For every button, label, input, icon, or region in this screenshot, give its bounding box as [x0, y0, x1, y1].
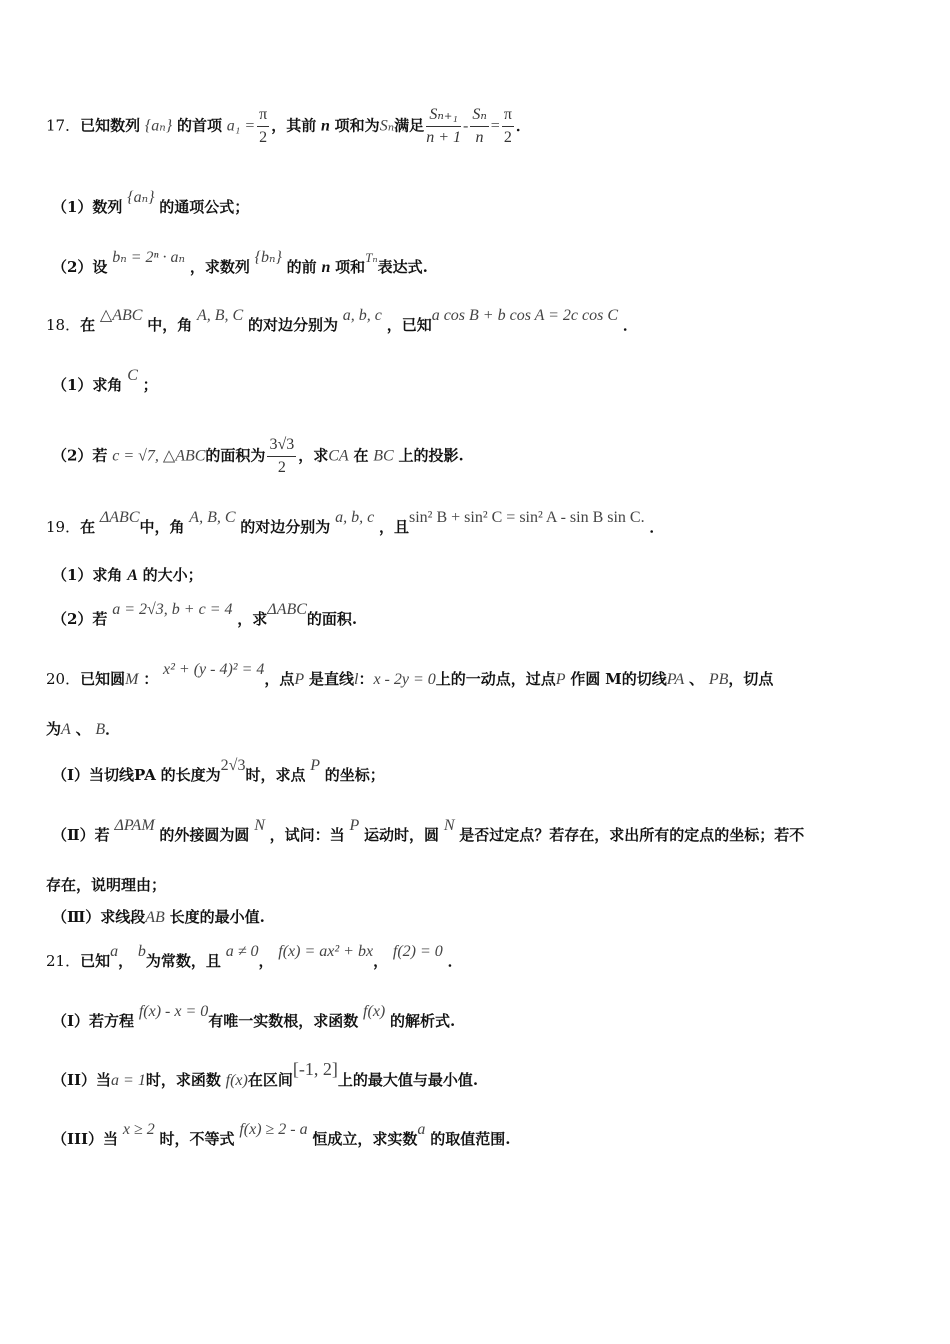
q18-part2: （2）若 c = √7, △ABC的面积为 $\frac{3√3}{2}$ ，求CA 在 BC 上的投影.	[52, 434, 464, 479]
q21-part2: （II）当a = 1时，求函数 f(x)在区间[-1, 2]上的最大值与最小值.	[52, 1059, 479, 1089]
q17-part2: （2）设 bₙ = 2ⁿ · aₙ ，求数列 {bₙ} 的前 n 项和Tₙ表达式.	[52, 249, 428, 276]
q17-fraction-pi-2b: $\frac{\pi}{2}$	[503, 106, 512, 146]
q21-stem: 21．已知a， b为常数，且 a ≠ 0， f(x) = ax² + bx， f(2) = 0 ．	[46, 943, 463, 970]
q17-fraction-s-n1: $\frac{\text{Sₙ₊₁}}{n + 1}$	[426, 106, 461, 146]
q19-part2: （2）若 a = 2√3, b + c = 4 ，求ΔABC的面积.	[52, 601, 358, 628]
q21-part3: （III）当 x ≥ 2 时，不等式 f(x) ≥ 2 - a 恒成立，求实数a 的取值范围.	[52, 1121, 511, 1148]
q20-stem: 20．已知圆M ： x² + (y - 4)² = 4，点P 是直线l：x - 2y = 0上的一动点，过点P 作圆 M的切线PA 、 PB，切点	[46, 661, 774, 688]
q18-fraction-area: $\frac{3√3}{2}$	[269, 436, 295, 476]
q17-fraction-pi-2: $\frac{\pi}{2}$	[259, 106, 268, 146]
q21-number: 21．	[46, 952, 81, 970]
q18-part1: （1）求角 C ；	[52, 367, 158, 394]
q17-stem: 17．已知数列 {aₙ} 的首项 a₁ = $\frac{\pi}{2}$ ，其前 n 项和为Sₙ满足 $\frac{\text{Sₙ₊₁}}{n + 1}$ - $\frac{\text{Sₙ}}{n}$ = $\frac{\pi}{2}$ ．	[46, 104, 531, 149]
q20-part2: （Ⅱ）若 ΔPAM 的外接圆为圆 N ，试问：当 P 运动时，圆 N 是否过定点？若存在，求出所有的定点的坐标；若不	[52, 817, 805, 844]
q17-fraction-s-n: $\frac{\text{Sₙ}}{n}$	[472, 106, 487, 146]
q20-part2-line2: 存在，说明理由；	[46, 876, 167, 894]
q20-stem-line2: 为A 、 B．	[46, 720, 121, 738]
q17-number: 17．	[46, 116, 81, 135]
q19-part1: （1）求角 A 的大小；	[52, 566, 203, 584]
q19-number: 19．	[46, 518, 81, 536]
q21-part1: （I）若方程 f(x) - x = 0有唯一实数根，求函数 f(x) 的解析式.	[52, 1003, 456, 1030]
q18-stem: 18．在 △ABC 中，角 A, B, C 的对边分别为 a, b, c ，已知a cos B + b cos A = 2c cos C ．	[46, 307, 638, 334]
q20-part3: （Ⅲ）求线段AB 长度的最小值.	[52, 908, 265, 926]
q20-number: 20．	[46, 670, 81, 688]
q17-part1: （1）数列 {aₙ} 的通项公式；	[52, 189, 250, 216]
q19-stem: 19．在 ΔABC中，角 A, B, C 的对边分别为 a, b, c ，且sin² B + sin² C = sin² A - sin B sin C. ．	[46, 509, 665, 536]
q20-part1: （Ⅰ）当切线PA 的长度为2√3时，求点 P 的坐标；	[52, 757, 385, 784]
q18-number: 18．	[46, 316, 81, 334]
